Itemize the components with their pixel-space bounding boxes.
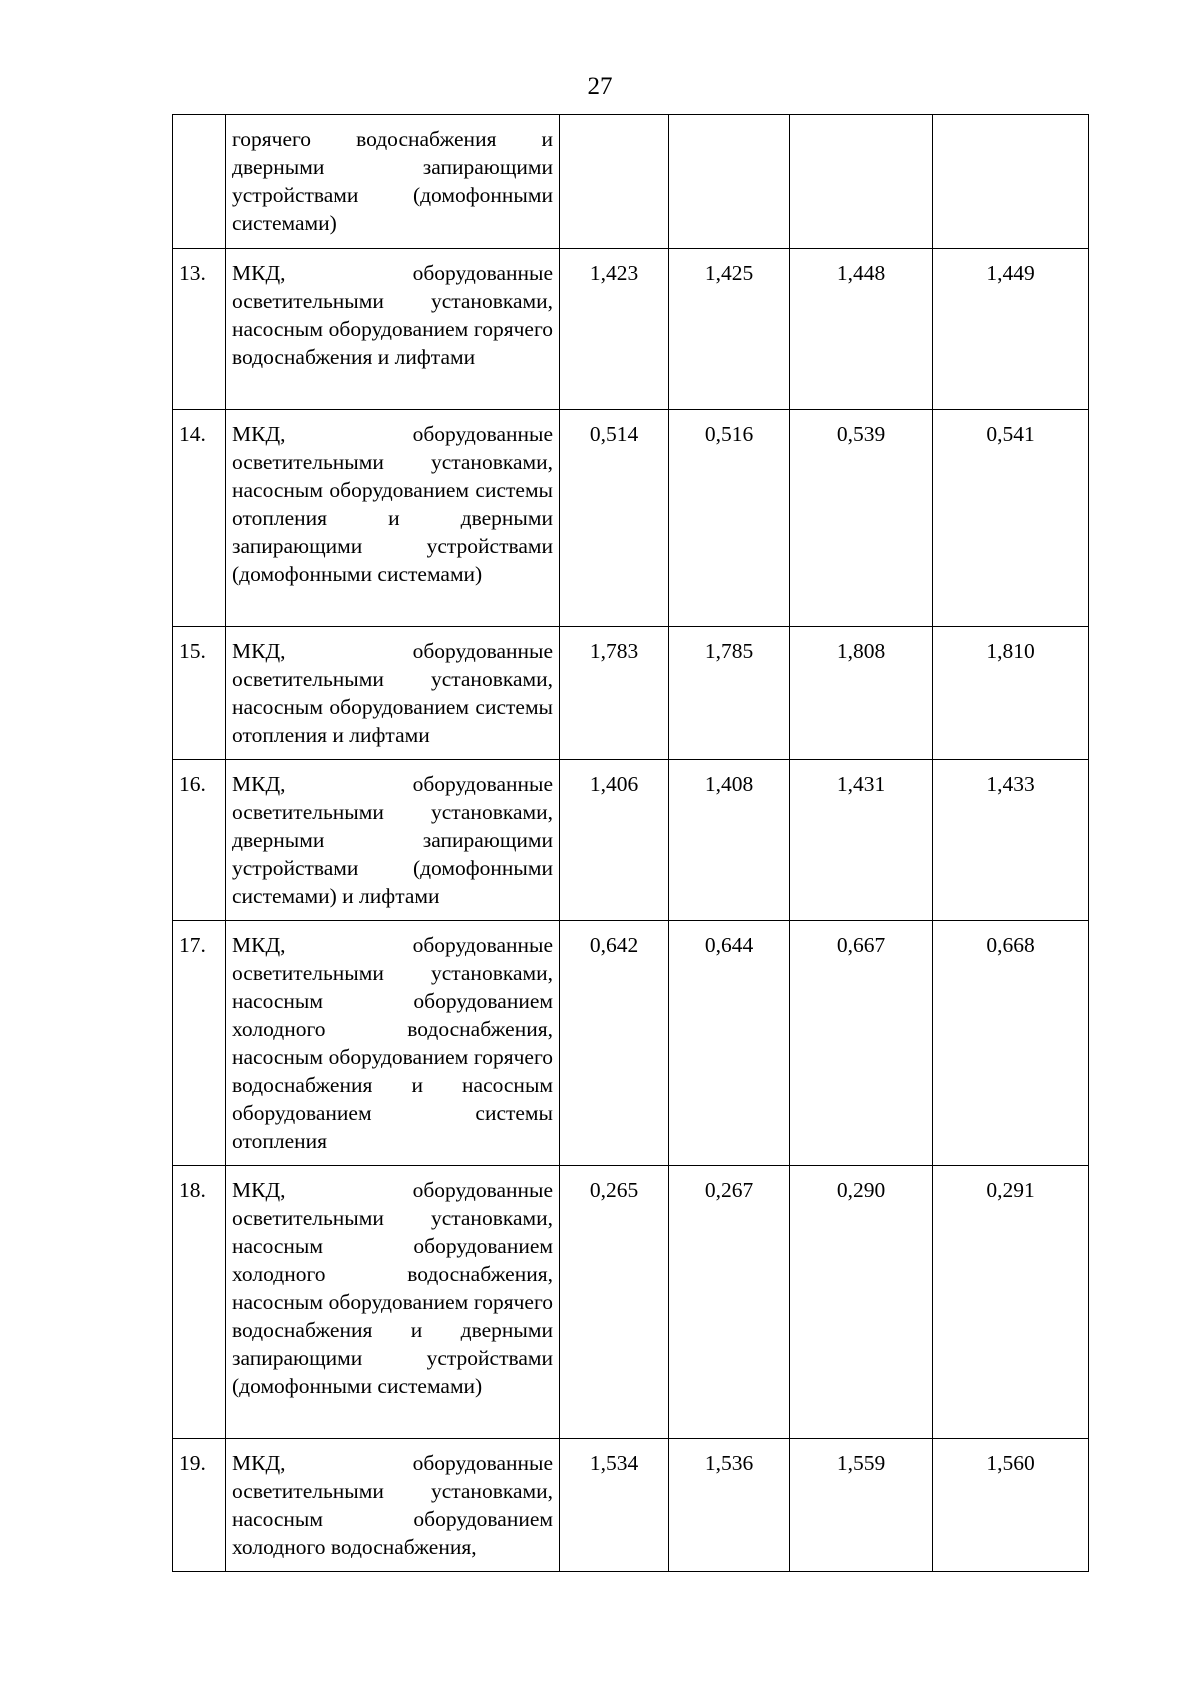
value-cell: 1,536 [669, 1439, 790, 1572]
value-cell [560, 115, 669, 249]
row-number [173, 115, 226, 249]
value-cell: 0,667 [790, 921, 933, 1166]
table-row [173, 115, 1089, 249]
row-description: МКД, оборудованные осветительными установками, насосным оборудованием холодного водоснабжения, [226, 1439, 560, 1572]
row-number: 16. [173, 760, 226, 921]
value-cell: 0,267 [669, 1166, 790, 1439]
table-row [173, 1166, 1089, 1439]
value-cell: 0,644 [669, 921, 790, 1166]
row-number: 19. [173, 1439, 226, 1572]
value-cell: 1,559 [790, 1439, 933, 1572]
table-row [173, 1439, 1089, 1572]
table-row [173, 760, 1089, 921]
value-cell: 0,668 [933, 921, 1089, 1166]
row-description: МКД, оборудованные осветительными установками, дверными запирающими устройствами (домофонными системами) и лифтами [226, 760, 560, 921]
value-cell: 0,539 [790, 410, 933, 627]
value-cell: 1,406 [560, 760, 669, 921]
value-cell: 1,808 [790, 627, 933, 760]
page-number: 27 [587, 73, 613, 100]
row-number: 14. [173, 410, 226, 627]
row-description: горячего водоснабжения и дверными запирающими устройствами (домофонными системами) [226, 115, 560, 249]
value-cell: 1,449 [933, 249, 1089, 410]
value-cell: 1,425 [669, 249, 790, 410]
row-description: МКД, оборудованные осветительными установками, насосным оборудованием холодного водоснабжения, насосным оборудованием горячего водоснабжения и дверными запирающими устройствами (домофонными системами) [226, 1166, 560, 1439]
row-number: 13. [173, 249, 226, 410]
value-cell [790, 115, 933, 249]
row-number: 15. [173, 627, 226, 760]
value-cell: 0,290 [790, 1166, 933, 1439]
value-cell: 1,448 [790, 249, 933, 410]
value-cell: 1,534 [560, 1439, 669, 1572]
value-cell: 1,785 [669, 627, 790, 760]
table-row [173, 410, 1089, 627]
row-number: 17. [173, 921, 226, 1166]
value-cell: 0,541 [933, 410, 1089, 627]
value-cell [669, 115, 790, 249]
value-cell: 0,642 [560, 921, 669, 1166]
value-cell: 1,810 [933, 627, 1089, 760]
value-cell: 0,291 [933, 1166, 1089, 1439]
value-cell: 0,265 [560, 1166, 669, 1439]
row-description: МКД, оборудованные осветительными установками, насосным оборудованием холодного водоснабжения, насосным оборудованием горячего водоснабжения и насосным оборудованием системы отопления [226, 921, 560, 1166]
value-cell: 1,783 [560, 627, 669, 760]
row-description: МКД, оборудованные осветительными установками, насосным оборудованием системы отопления и дверными запирающими устройствами (домофонными системами) [226, 410, 560, 627]
value-cell: 1,423 [560, 249, 669, 410]
table-row [173, 921, 1089, 1166]
value-cell: 1,431 [790, 760, 933, 921]
coefficients-table [172, 114, 1089, 1572]
value-cell: 0,516 [669, 410, 790, 627]
value-cell: 0,514 [560, 410, 669, 627]
table-row [173, 627, 1089, 760]
row-description: МКД, оборудованные осветительными установками, насосным оборудованием системы отопления и лифтами [226, 627, 560, 760]
value-cell: 1,560 [933, 1439, 1089, 1572]
row-number: 18. [173, 1166, 226, 1439]
value-cell: 1,408 [669, 760, 790, 921]
table-row [173, 249, 1089, 410]
value-cell: 1,433 [933, 760, 1089, 921]
value-cell [933, 115, 1089, 249]
row-description: МКД, оборудованные осветительными установками, насосным оборудованием горячего водоснабжения и лифтами [226, 249, 560, 410]
